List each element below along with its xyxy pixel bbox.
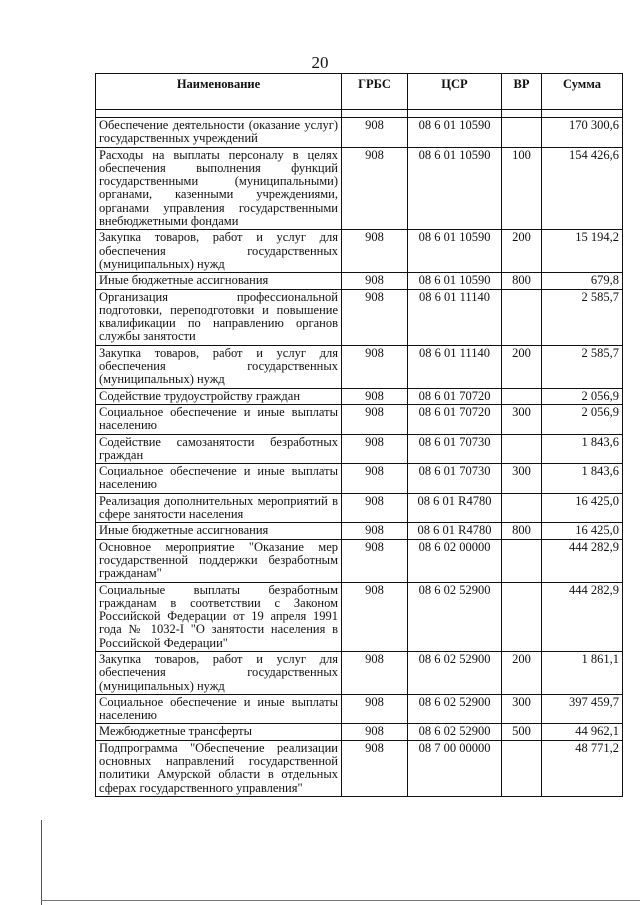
cell-vr	[502, 289, 542, 345]
cell-name: Социальное обеспечение и иные выплаты населению	[96, 464, 342, 494]
cell-sum: 1 843,6	[542, 464, 623, 494]
header-sum: Сумма	[542, 74, 623, 110]
cell-csr: 08 6 01 11140	[408, 289, 502, 345]
cell-grbs: 908	[342, 404, 408, 434]
cell-csr: 08 7 00 00000	[408, 740, 502, 796]
cell-sum: 154 426,6	[542, 147, 623, 230]
table-row	[96, 230, 623, 273]
cell-grbs: 908	[342, 147, 408, 230]
cell-vr	[502, 539, 542, 582]
cell-vr	[502, 118, 542, 148]
table-row	[96, 493, 623, 523]
scan-edge-left	[41, 820, 42, 905]
cell-sum: 2 056,9	[542, 388, 623, 404]
cell-sum: 16 425,0	[542, 523, 623, 539]
table-body	[96, 110, 623, 797]
cell-name: Закупка товаров, работ и услуг для обеспечения государственных (муниципальных) нужд	[96, 345, 342, 388]
cell-vr: 200	[502, 230, 542, 273]
cell-grbs: 908	[342, 464, 408, 494]
cell-vr: 200	[502, 345, 542, 388]
cell-vr	[502, 582, 542, 651]
cell-csr: 08 6 01 11140	[408, 345, 502, 388]
cell-vr: 100	[502, 147, 542, 230]
cell-csr: 08 6 01 10590	[408, 230, 502, 273]
cell-vr: 800	[502, 523, 542, 539]
cell-csr: 08 6 01 10590	[408, 273, 502, 289]
cell-csr: 08 6 01 70720	[408, 404, 502, 434]
cell-sum: 2 056,9	[542, 404, 623, 434]
cell-grbs: 908	[342, 273, 408, 289]
header-name: Наименование	[96, 74, 342, 110]
cell-vr	[502, 388, 542, 404]
cell-csr: 08 6 02 52900	[408, 651, 502, 694]
cell-vr: 500	[502, 724, 542, 740]
cell-csr: 08 6 01 R4780	[408, 493, 502, 523]
header-grbs: ГРБС	[342, 74, 408, 110]
cell-sum: 1 843,6	[542, 434, 623, 464]
table-row	[96, 464, 623, 494]
header-csr: ЦСР	[408, 74, 502, 110]
cell-vr: 300	[502, 404, 542, 434]
cell-sum: 444 282,9	[542, 539, 623, 582]
cell-grbs: 908	[342, 740, 408, 796]
header-row	[96, 74, 623, 110]
cell-grbs: 908	[342, 539, 408, 582]
cell-grbs: 908	[342, 118, 408, 148]
table-row	[96, 118, 623, 148]
cell-grbs: 908	[342, 694, 408, 724]
cell-vr	[502, 740, 542, 796]
cell-csr: 08 6 02 52900	[408, 694, 502, 724]
cell-grbs: 908	[342, 289, 408, 345]
cell-name: Содействие самозанятости безработных граждан	[96, 434, 342, 464]
cell-grbs: 908	[342, 434, 408, 464]
cell-name: Основное мероприятие "Оказание мер государственной поддержки безработным гражданам"	[96, 539, 342, 582]
cell-grbs: 908	[342, 582, 408, 651]
table-row	[96, 694, 623, 724]
cell-csr: 08 6 01 10590	[408, 147, 502, 230]
table-row	[96, 724, 623, 740]
cell-grbs: 908	[342, 493, 408, 523]
cell-sum: 679,8	[542, 273, 623, 289]
cell-name: Закупка товаров, работ и услуг для обеспечения государственных (муниципальных) нужд	[96, 651, 342, 694]
cell-sum: 170 300,6	[542, 118, 623, 148]
cell-name: Реализация дополнительных мероприятий в сфере занятости населения	[96, 493, 342, 523]
table-row	[96, 388, 623, 404]
cell-vr: 300	[502, 694, 542, 724]
cell-name: Социальное обеспечение и иные выплаты населению	[96, 404, 342, 434]
cell-grbs: 908	[342, 724, 408, 740]
table-row	[96, 434, 623, 464]
table-row	[96, 523, 623, 539]
cell-name: Содействие трудоустройству граждан	[96, 388, 342, 404]
cell-grbs: 908	[342, 651, 408, 694]
page-number: 20	[311, 53, 329, 72]
cell-sum: 48 771,2	[542, 740, 623, 796]
table-row	[96, 345, 623, 388]
cell-name: Иные бюджетные ассигнования	[96, 273, 342, 289]
cell-name: Иные бюджетные ассигнования	[96, 523, 342, 539]
cell-sum: 15 194,2	[542, 230, 623, 273]
table-row	[96, 273, 623, 289]
cell-name: Закупка товаров, работ и услуг для обеспечения государственных (муниципальных) нужд	[96, 230, 342, 273]
cell-name: Межбюджетные трансферты	[96, 724, 342, 740]
cell-vr: 200	[502, 651, 542, 694]
budget-table	[95, 73, 623, 797]
cell-grbs: 908	[342, 388, 408, 404]
cell-csr: 08 6 02 00000	[408, 539, 502, 582]
cell-grbs: 908	[342, 230, 408, 273]
cell-grbs: 908	[342, 345, 408, 388]
cell-csr: 08 6 01 R4780	[408, 523, 502, 539]
cell-name: Социальные выплаты безработным гражданам в соответствии с Законом Российской Федерации от 19 апреля 1991 года № 1032-I "О занятости населения в Российской Федерации"	[96, 582, 342, 651]
table-row	[96, 289, 623, 345]
scan-edge-bottom	[41, 900, 640, 901]
cell-csr: 08 6 01 10590	[408, 118, 502, 148]
table-row	[96, 740, 623, 796]
cell-csr: 08 6 01 70730	[408, 434, 502, 464]
cell-csr: 08 6 02 52900	[408, 724, 502, 740]
cell-name: Обеспечение деятельности (оказание услуг) государственных учреждений	[96, 118, 342, 148]
cell-sum: 2 585,7	[542, 345, 623, 388]
spacer-row	[96, 110, 623, 118]
cell-name: Организация профессиональной подготовки, переподготовки и повышение квалификации по направлению органов службы занятости	[96, 289, 342, 345]
cell-vr	[502, 434, 542, 464]
cell-sum: 397 459,7	[542, 694, 623, 724]
cell-vr	[502, 493, 542, 523]
cell-grbs: 908	[342, 523, 408, 539]
cell-sum: 44 962,1	[542, 724, 623, 740]
cell-vr: 800	[502, 273, 542, 289]
table-row	[96, 539, 623, 582]
table-row	[96, 651, 623, 694]
cell-csr: 08 6 01 70720	[408, 388, 502, 404]
table-row	[96, 582, 623, 651]
cell-name: Расходы на выплаты персоналу в целях обеспечения выполнения функций государственными (муниципальными) органами, казенными учреждениями, органами управления государственными внебюджетными фондами	[96, 147, 342, 230]
table-row	[96, 404, 623, 434]
table-row	[96, 147, 623, 230]
cell-vr: 300	[502, 464, 542, 494]
cell-name: Подпрограмма "Обеспечение реализации основных направлений государственной политики Амурской области в отдельных сферах государственного управления"	[96, 740, 342, 796]
cell-sum: 444 282,9	[542, 582, 623, 651]
cell-name: Социальное обеспечение и иные выплаты населению	[96, 694, 342, 724]
header-vr: ВР	[502, 74, 542, 110]
cell-csr: 08 6 01 70730	[408, 464, 502, 494]
cell-sum: 1 861,1	[542, 651, 623, 694]
cell-sum: 2 585,7	[542, 289, 623, 345]
cell-csr: 08 6 02 52900	[408, 582, 502, 651]
cell-sum: 16 425,0	[542, 493, 623, 523]
